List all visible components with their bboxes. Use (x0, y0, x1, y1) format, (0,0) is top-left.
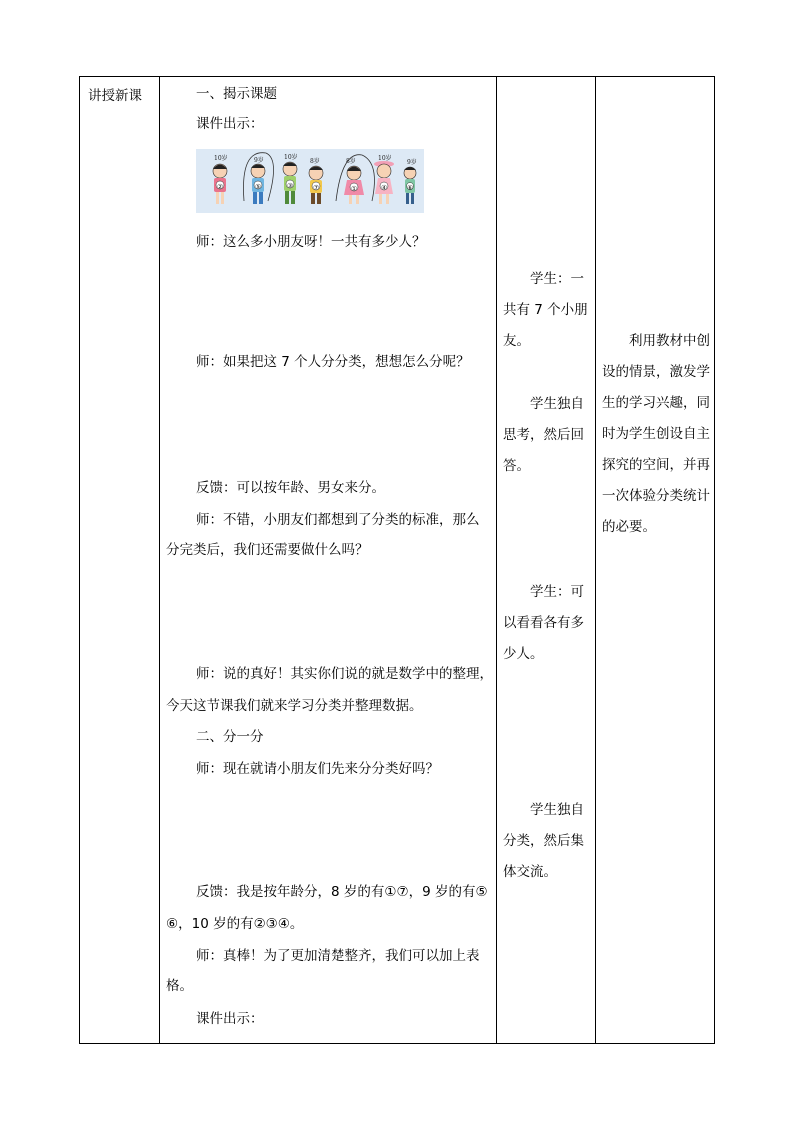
teacher-praise-line-1: 师：不错，小朋友们都想到了分类的标准，那么 (196, 512, 480, 528)
age-label-4: 8岁 (310, 158, 320, 165)
design-intent-column (596, 77, 714, 1043)
feedback-by-age-line-1: 反馈：我是按年龄分，8 岁的有①⑦，9 岁的有⑤ (196, 884, 488, 900)
feedback-criteria: 反馈：可以按年龄、男女来分。 (196, 480, 385, 496)
student-response-2: 学生独自思考，然后回答。 (503, 396, 584, 474)
design-intent-note: 利用教材中创设的情景，激发学生的学习兴趣，同时为学生创设自主探究的空间，并再一次体验分类统计的必要。 (602, 333, 710, 535)
student-response-1: 学生：一共有 7 个小朋友。 (503, 271, 588, 349)
student-activity-column (497, 77, 596, 1043)
child-6 (374, 161, 394, 204)
teacher-table-line-2: 格。 (166, 978, 193, 994)
teaching-process-column (160, 77, 497, 1043)
age-label-2: 9岁 (254, 157, 264, 164)
feedback-by-age-line-2: ⑥，10 岁的有②③④。 (166, 916, 304, 932)
child-number-1: ② (217, 183, 224, 191)
age-label-5: 8岁 (346, 158, 356, 165)
child-number-6: ④ (381, 184, 388, 192)
teacher-question-count: 师：这么多小朋友呀！一共有多少人？ (196, 234, 426, 250)
teacher-summary-line-2: 今天这节课我们就来学习分类并整理数据。 (166, 698, 423, 714)
teacher-question-classify: 师：如果把这 7 个人分分类，想想怎么分呢？ (196, 354, 470, 370)
teacher-table-line-1: 师：真棒！为了更加清楚整齐，我们可以加上表 (196, 948, 480, 964)
heading-reveal-topic: 一、揭示课题 (196, 86, 277, 102)
heading-classify: 二、分一分 (196, 729, 264, 745)
child-number-3: ③ (287, 182, 294, 190)
child-number-4: ⑦ (313, 184, 320, 192)
section-label: 讲授新课 (88, 88, 142, 104)
lesson-plan-table (79, 76, 715, 1044)
courseware-display-label: 课件出示： (196, 116, 264, 132)
teacher-praise-line-2: 分完类后，我们还需要做什么吗？ (166, 542, 369, 558)
child-number-7: ⑥ (407, 184, 414, 192)
age-label-1: 10岁 (214, 155, 228, 162)
age-label-6: 10岁 (378, 155, 392, 162)
courseware-display-label-2: 课件出示： (196, 1011, 264, 1027)
child-number-2: ⑤ (255, 183, 262, 191)
student-response-3: 学生：可以看看各有多少人。 (503, 584, 584, 662)
teacher-summary-line-1: 师：说的真好！其实你们说的就是数学中的整理， (196, 666, 493, 682)
age-label-7: 9岁 (407, 159, 417, 166)
child-number-5: ① (351, 185, 358, 193)
teacher-request-classify: 师：现在就请小朋友们先来分分类好吗？ (196, 761, 439, 777)
children-figure (196, 149, 424, 213)
student-response-4: 学生独自分类，然后集体交流。 (503, 802, 584, 880)
section-column (80, 77, 160, 1043)
age-label-3: 10岁 (284, 154, 298, 161)
